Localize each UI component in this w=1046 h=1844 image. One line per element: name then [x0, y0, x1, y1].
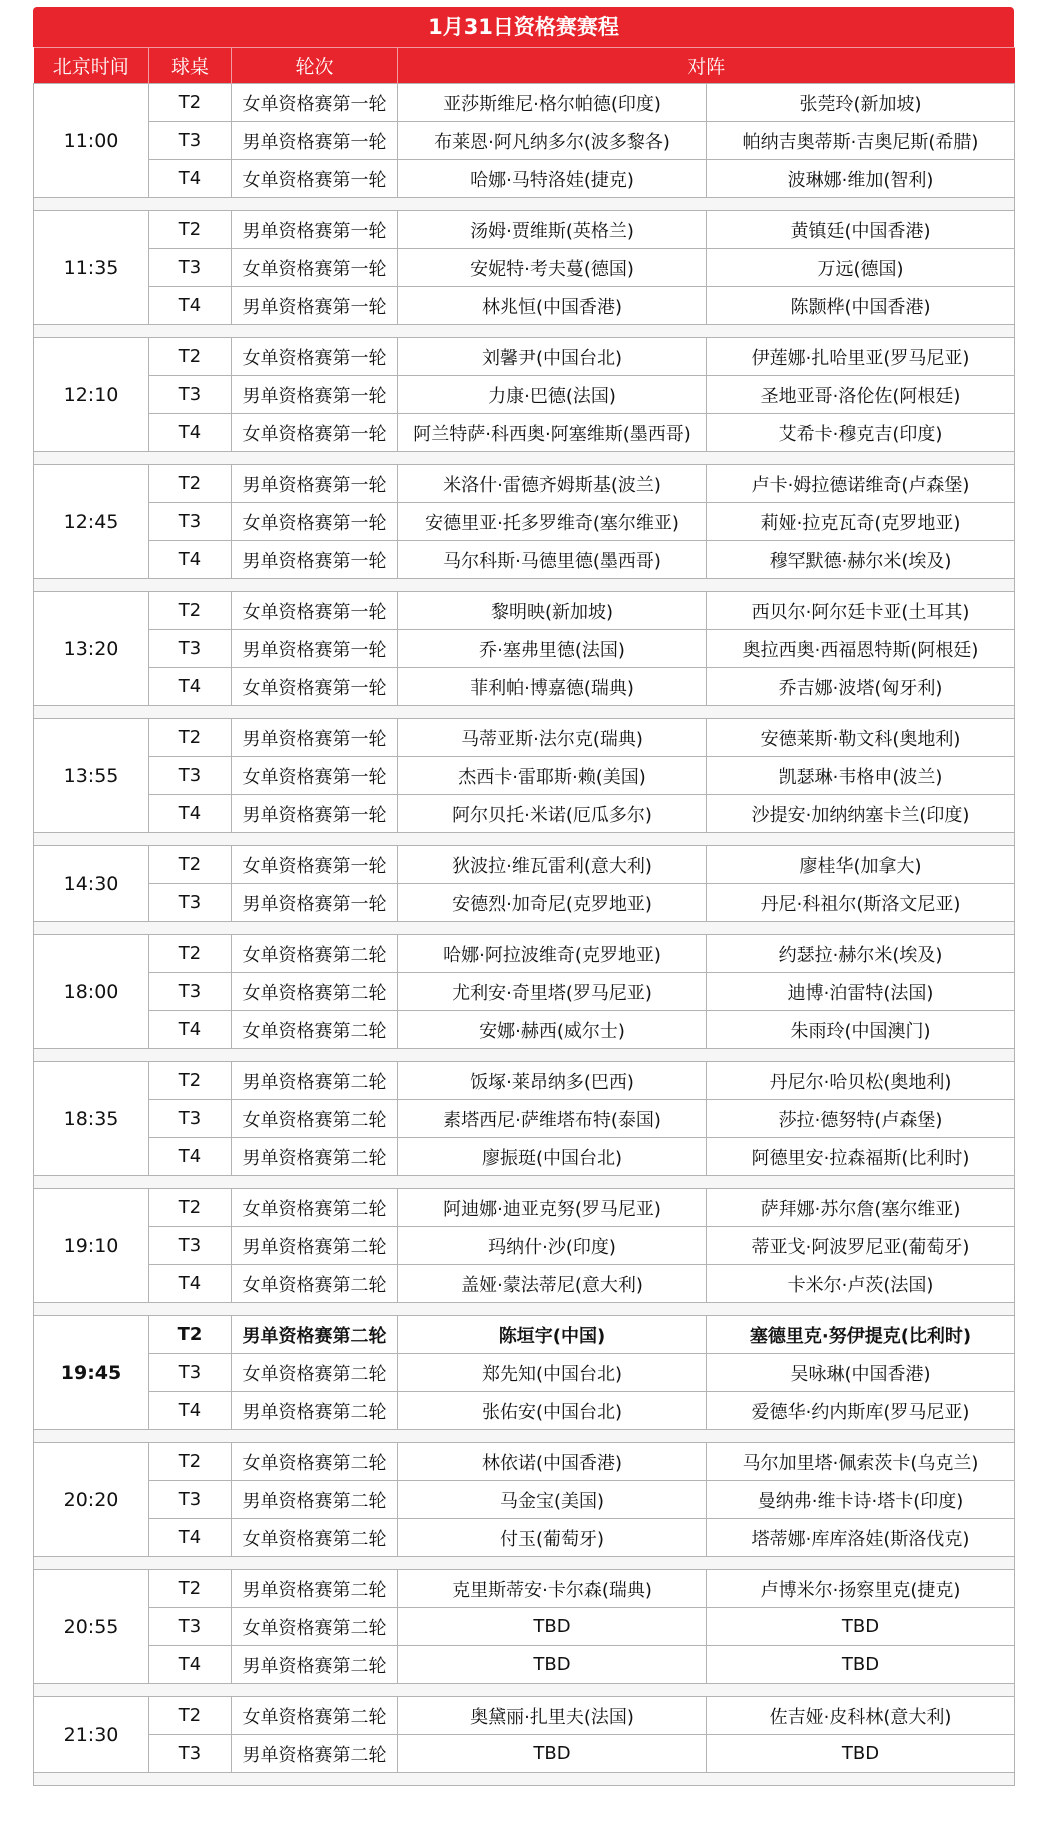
- separator-cell: [34, 1430, 1015, 1443]
- match-row: [34, 376, 1015, 414]
- table-cell: T3: [149, 757, 232, 795]
- match-row: [34, 1392, 1015, 1430]
- match-row: [34, 160, 1015, 198]
- player-a-cell: 林依诺(中国香港): [398, 1443, 707, 1481]
- table-cell: T2: [149, 1443, 232, 1481]
- match-row: [34, 1189, 1015, 1227]
- match-row: [34, 668, 1015, 706]
- player-b-cell: 西贝尔·阿尔廷卡亚(土耳其): [707, 592, 1015, 630]
- table-cell: T3: [149, 1608, 232, 1646]
- player-a-cell: 阿尔贝托·米诺(厄瓜多尔): [398, 795, 707, 833]
- player-a-cell: 狄波拉·维瓦雷利(意大利): [398, 846, 707, 884]
- round-cell: 女单资格赛第二轮: [232, 1608, 398, 1646]
- separator-cell: [34, 198, 1015, 211]
- round-cell: 男单资格赛第一轮: [232, 719, 398, 757]
- player-a-cell: 乔·塞弗里德(法国): [398, 630, 707, 668]
- player-a-cell: 饭塚·莱昂纳多(巴西): [398, 1062, 707, 1100]
- table-cell: T4: [149, 1646, 232, 1684]
- separator-cell: [34, 1176, 1015, 1189]
- slot-separator: [34, 1049, 1015, 1062]
- match-row: [34, 211, 1015, 249]
- table-cell: T3: [149, 376, 232, 414]
- table-cell: T4: [149, 160, 232, 198]
- player-a-cell: 张佑安(中国台北): [398, 1392, 707, 1430]
- round-cell: 女单资格赛第一轮: [232, 757, 398, 795]
- slot-time: 13:55: [34, 719, 149, 833]
- slot-separator: [34, 579, 1015, 592]
- player-b-cell: 莎拉·德努特(卢森堡): [707, 1100, 1015, 1138]
- table-cell: T2: [149, 1189, 232, 1227]
- player-b-cell: 蒂亚戈·阿波罗尼亚(葡萄牙): [707, 1227, 1015, 1265]
- match-row: [34, 1227, 1015, 1265]
- player-a-cell: 付玉(葡萄牙): [398, 1519, 707, 1557]
- slot-time: 21:30: [34, 1697, 149, 1773]
- player-b-cell: 圣地亚哥·洛伦佐(阿根廷): [707, 376, 1015, 414]
- table-cell: T4: [149, 1392, 232, 1430]
- player-a-cell: 菲利帕·博嘉德(瑞典): [398, 668, 707, 706]
- player-b-cell: 黄镇廷(中国香港): [707, 211, 1015, 249]
- round-cell: 女单资格赛第二轮: [232, 1354, 398, 1392]
- match-row: [34, 1062, 1015, 1100]
- table-cell: T4: [149, 414, 232, 452]
- player-b-cell: 乔吉娜·波塔(匈牙利): [707, 668, 1015, 706]
- player-a-cell: 安德烈·加奇尼(克罗地亚): [398, 884, 707, 922]
- slot-time: 20:55: [34, 1570, 149, 1684]
- match-row: [34, 1519, 1015, 1557]
- player-b-cell: 约瑟拉·赫尔米(埃及): [707, 935, 1015, 973]
- player-b-cell: 丹尼·科祖尔(斯洛文尼亚): [707, 884, 1015, 922]
- player-b-cell: 马尔加里塔·佩索茨卡(乌克兰): [707, 1443, 1015, 1481]
- round-cell: 男单资格赛第一轮: [232, 287, 398, 325]
- player-a-cell: 安娜·赫西(威尔士): [398, 1011, 707, 1049]
- player-b-cell: 沙提安·加纳纳塞卡兰(印度): [707, 795, 1015, 833]
- round-cell: 男单资格赛第二轮: [232, 1646, 398, 1684]
- player-b-cell: 曼纳弗·维卡诗·塔卡(印度): [707, 1481, 1015, 1519]
- player-b-cell: 穆罕默德·赫尔米(埃及): [707, 541, 1015, 579]
- table-cell: T4: [149, 1265, 232, 1303]
- round-cell: 女单资格赛第二轮: [232, 1011, 398, 1049]
- round-cell: 女单资格赛第一轮: [232, 84, 398, 122]
- player-b-cell: 卡米尔·卢茨(法国): [707, 1265, 1015, 1303]
- player-a-cell: TBD: [398, 1735, 707, 1773]
- table-cell: T3: [149, 249, 232, 287]
- match-row: [34, 935, 1015, 973]
- player-a-cell: 哈娜·马特洛娃(捷克): [398, 160, 707, 198]
- slot-time: 13:20: [34, 592, 149, 706]
- separator-cell: [34, 579, 1015, 592]
- table-cell: T2: [149, 211, 232, 249]
- player-a-cell: 盖娅·蒙法蒂尼(意大利): [398, 1265, 707, 1303]
- player-b-cell: 莉娅·拉克瓦奇(克罗地亚): [707, 503, 1015, 541]
- round-cell: 女单资格赛第二轮: [232, 1519, 398, 1557]
- table-cell: T4: [149, 795, 232, 833]
- table-cell: T4: [149, 1519, 232, 1557]
- separator-cell: [34, 1773, 1015, 1786]
- table-cell: T3: [149, 122, 232, 160]
- round-cell: 女单资格赛第一轮: [232, 414, 398, 452]
- slot-separator: [34, 706, 1015, 719]
- player-a-cell: 郑先知(中国台北): [398, 1354, 707, 1392]
- player-a-cell: TBD: [398, 1646, 707, 1684]
- round-cell: 女单资格赛第二轮: [232, 1189, 398, 1227]
- slot-separator: [34, 1303, 1015, 1316]
- player-b-cell: 奥拉西奥·西福恩特斯(阿根廷): [707, 630, 1015, 668]
- round-cell: 女单资格赛第一轮: [232, 592, 398, 630]
- header-table: 球桌: [149, 48, 232, 84]
- round-cell: 男单资格赛第一轮: [232, 211, 398, 249]
- round-cell: 男单资格赛第一轮: [232, 884, 398, 922]
- table-cell: T2: [149, 846, 232, 884]
- player-a-cell: 阿兰特萨·科西奥·阿塞维斯(墨西哥): [398, 414, 707, 452]
- match-row: [34, 795, 1015, 833]
- round-cell: 男单资格赛第二轮: [232, 1138, 398, 1176]
- table-cell: T3: [149, 1100, 232, 1138]
- player-b-cell: 朱雨玲(中国澳门): [707, 1011, 1015, 1049]
- player-a-cell: 力康·巴德(法国): [398, 376, 707, 414]
- player-a-cell: TBD: [398, 1608, 707, 1646]
- slot-time: 12:10: [34, 338, 149, 452]
- player-a-cell: 杰西卡·雷耶斯·赖(美国): [398, 757, 707, 795]
- match-row: [34, 503, 1015, 541]
- match-row: [34, 592, 1015, 630]
- player-b-cell: 萨拜娜·苏尔詹(塞尔维亚): [707, 1189, 1015, 1227]
- player-b-cell: 凯瑟琳·韦格申(波兰): [707, 757, 1015, 795]
- player-a-cell: 安妮特·考夫蔓(德国): [398, 249, 707, 287]
- header-row: [34, 48, 1015, 84]
- slot-separator: [34, 325, 1015, 338]
- slot-time: 19:10: [34, 1189, 149, 1303]
- schedule-body: [34, 84, 1015, 1786]
- player-b-cell: 万远(德国): [707, 249, 1015, 287]
- table-cell: T2: [149, 1697, 232, 1735]
- match-row: [34, 1735, 1015, 1773]
- table-cell: T3: [149, 630, 232, 668]
- slot-separator: [34, 1176, 1015, 1189]
- slot-time: 18:00: [34, 935, 149, 1049]
- slot-separator: [34, 922, 1015, 935]
- round-cell: 女单资格赛第一轮: [232, 338, 398, 376]
- match-row: [34, 1481, 1015, 1519]
- round-cell: 男单资格赛第二轮: [232, 1227, 398, 1265]
- match-row: [34, 1646, 1015, 1684]
- slot-time: 11:35: [34, 211, 149, 325]
- separator-cell: [34, 1557, 1015, 1570]
- round-cell: 女单资格赛第一轮: [232, 503, 398, 541]
- player-b-cell: 阿德里安·拉森福斯(比利时): [707, 1138, 1015, 1176]
- separator-cell: [34, 922, 1015, 935]
- match-row: [34, 1570, 1015, 1608]
- match-row: [34, 541, 1015, 579]
- player-a-cell: 陈垣宇(中国): [398, 1316, 707, 1354]
- player-a-cell: 马金宝(美国): [398, 1481, 707, 1519]
- player-b-cell: 伊莲娜·扎哈里亚(罗马尼亚): [707, 338, 1015, 376]
- match-row: [34, 757, 1015, 795]
- player-a-cell: 马蒂亚斯·法尔克(瑞典): [398, 719, 707, 757]
- slot-time: 12:45: [34, 465, 149, 579]
- slot-separator: [34, 198, 1015, 211]
- round-cell: 男单资格赛第一轮: [232, 795, 398, 833]
- round-cell: 女单资格赛第一轮: [232, 160, 398, 198]
- round-cell: 女单资格赛第一轮: [232, 668, 398, 706]
- round-cell: 男单资格赛第二轮: [232, 1392, 398, 1430]
- separator-cell: [34, 1049, 1015, 1062]
- table-cell: T2: [149, 84, 232, 122]
- table-cell: T4: [149, 541, 232, 579]
- match-row: [34, 973, 1015, 1011]
- match-row: [34, 338, 1015, 376]
- player-b-cell: 帕纳吉奥蒂斯·吉奥尼斯(希腊): [707, 122, 1015, 160]
- separator-cell: [34, 325, 1015, 338]
- match-row: [34, 84, 1015, 122]
- match-row: [34, 414, 1015, 452]
- table-cell: T3: [149, 1354, 232, 1392]
- player-a-cell: 布莱恩·阿凡纳多尔(波多黎各): [398, 122, 707, 160]
- match-row: [34, 630, 1015, 668]
- table-cell: T3: [149, 503, 232, 541]
- slot-time: 19:45: [34, 1316, 149, 1430]
- table-cell: T2: [149, 465, 232, 503]
- schedule-title: 1月31日资格赛赛程: [33, 7, 1014, 47]
- round-cell: 女单资格赛第二轮: [232, 973, 398, 1011]
- slot-separator: [34, 1557, 1015, 1570]
- slot-time: 20:20: [34, 1443, 149, 1557]
- match-row: [34, 1443, 1015, 1481]
- table-cell: T4: [149, 1138, 232, 1176]
- player-a-cell: 刘馨尹(中国台北): [398, 338, 707, 376]
- slot-separator: [34, 1773, 1015, 1786]
- player-b-cell: 塔蒂娜·库库洛娃(斯洛伐克): [707, 1519, 1015, 1557]
- header-matchup: 对阵: [398, 48, 1015, 84]
- match-row: [34, 249, 1015, 287]
- match-row: [34, 1100, 1015, 1138]
- player-b-cell: TBD: [707, 1735, 1015, 1773]
- round-cell: 男单资格赛第二轮: [232, 1570, 398, 1608]
- player-a-cell: 阿迪娜·迪亚克努(罗马尼亚): [398, 1189, 707, 1227]
- match-row: [34, 1138, 1015, 1176]
- match-row: [34, 465, 1015, 503]
- round-cell: 女单资格赛第二轮: [232, 1697, 398, 1735]
- separator-cell: [34, 706, 1015, 719]
- separator-cell: [34, 452, 1015, 465]
- table-cell: T4: [149, 668, 232, 706]
- slot-time: 14:30: [34, 846, 149, 922]
- player-b-cell: 安德莱斯·勒文科(奥地利): [707, 719, 1015, 757]
- player-b-cell: TBD: [707, 1608, 1015, 1646]
- player-b-cell: 张莞玲(新加坡): [707, 84, 1015, 122]
- match-row: [34, 122, 1015, 160]
- round-cell: 男单资格赛第一轮: [232, 465, 398, 503]
- player-b-cell: 爱德华·约内斯库(罗马尼亚): [707, 1392, 1015, 1430]
- player-b-cell: 廖桂华(加拿大): [707, 846, 1015, 884]
- round-cell: 女单资格赛第二轮: [232, 1100, 398, 1138]
- schedule-table: [33, 47, 1015, 1786]
- match-row: [34, 287, 1015, 325]
- player-a-cell: 林兆恒(中国香港): [398, 287, 707, 325]
- table-cell: T3: [149, 1481, 232, 1519]
- table-cell: T3: [149, 1735, 232, 1773]
- separator-cell: [34, 1684, 1015, 1697]
- match-row: [34, 1608, 1015, 1646]
- player-a-cell: 黎明映(新加坡): [398, 592, 707, 630]
- player-b-cell: 陈颢桦(中国香港): [707, 287, 1015, 325]
- round-cell: 男单资格赛第二轮: [232, 1481, 398, 1519]
- table-cell: T4: [149, 1011, 232, 1049]
- round-cell: 女单资格赛第一轮: [232, 249, 398, 287]
- player-b-cell: 佐吉娅·皮科林(意大利): [707, 1697, 1015, 1735]
- player-b-cell: 卢卡·姆拉德诺维奇(卢森堡): [707, 465, 1015, 503]
- table-cell: T2: [149, 719, 232, 757]
- player-b-cell: 迪博·泊雷特(法国): [707, 973, 1015, 1011]
- player-b-cell: TBD: [707, 1646, 1015, 1684]
- round-cell: 男单资格赛第一轮: [232, 122, 398, 160]
- player-a-cell: 克里斯蒂安·卡尔森(瑞典): [398, 1570, 707, 1608]
- table-cell: T2: [149, 1570, 232, 1608]
- player-a-cell: 亚莎斯维尼·格尔帕德(印度): [398, 84, 707, 122]
- round-cell: 女单资格赛第二轮: [232, 935, 398, 973]
- slot-time: 11:00: [34, 84, 149, 198]
- header-time: 北京时间: [34, 48, 149, 84]
- round-cell: 男单资格赛第一轮: [232, 376, 398, 414]
- match-row: [34, 1265, 1015, 1303]
- schedule-panel: [33, 7, 1014, 1786]
- player-b-cell: 艾希卡·穆克吉(印度): [707, 414, 1015, 452]
- table-cell: T3: [149, 973, 232, 1011]
- player-b-cell: 吴咏琳(中国香港): [707, 1354, 1015, 1392]
- round-cell: 男单资格赛第一轮: [232, 630, 398, 668]
- player-b-cell: 卢博米尔·扬察里克(捷克): [707, 1570, 1015, 1608]
- match-row: [34, 1011, 1015, 1049]
- player-a-cell: 安德里亚·托多罗维奇(塞尔维亚): [398, 503, 707, 541]
- player-a-cell: 玛纳什·沙(印度): [398, 1227, 707, 1265]
- player-b-cell: 丹尼尔·哈贝松(奥地利): [707, 1062, 1015, 1100]
- table-cell: T2: [149, 1316, 232, 1354]
- slot-separator: [34, 833, 1015, 846]
- round-cell: 女单资格赛第二轮: [232, 1443, 398, 1481]
- slot-separator: [34, 452, 1015, 465]
- player-a-cell: 哈娜·阿拉波维奇(克罗地亚): [398, 935, 707, 973]
- match-row: [34, 1316, 1015, 1354]
- match-row: [34, 846, 1015, 884]
- player-a-cell: 米洛什·雷德齐姆斯基(波兰): [398, 465, 707, 503]
- table-cell: T2: [149, 935, 232, 973]
- round-cell: 男单资格赛第二轮: [232, 1062, 398, 1100]
- player-a-cell: 马尔科斯·马德里德(墨西哥): [398, 541, 707, 579]
- table-cell: T2: [149, 1062, 232, 1100]
- separator-cell: [34, 833, 1015, 846]
- player-b-cell: 波琳娜·维加(智利): [707, 160, 1015, 198]
- slot-separator: [34, 1684, 1015, 1697]
- header-round: 轮次: [232, 48, 398, 84]
- separator-cell: [34, 1303, 1015, 1316]
- round-cell: 女单资格赛第一轮: [232, 846, 398, 884]
- player-a-cell: 汤姆·贾维斯(英格兰): [398, 211, 707, 249]
- table-cell: T4: [149, 287, 232, 325]
- table-cell: T2: [149, 338, 232, 376]
- player-a-cell: 奥黛丽·扎里夫(法国): [398, 1697, 707, 1735]
- slot-separator: [34, 1430, 1015, 1443]
- round-cell: 男单资格赛第二轮: [232, 1735, 398, 1773]
- round-cell: 女单资格赛第二轮: [232, 1265, 398, 1303]
- match-row: [34, 1354, 1015, 1392]
- table-cell: T3: [149, 1227, 232, 1265]
- table-cell: T2: [149, 592, 232, 630]
- round-cell: 男单资格赛第一轮: [232, 541, 398, 579]
- player-a-cell: 尤利安·奇里塔(罗马尼亚): [398, 973, 707, 1011]
- table-cell: T3: [149, 884, 232, 922]
- match-row: [34, 1697, 1015, 1735]
- round-cell: 男单资格赛第二轮: [232, 1316, 398, 1354]
- slot-time: 18:35: [34, 1062, 149, 1176]
- player-a-cell: 廖振珽(中国台北): [398, 1138, 707, 1176]
- player-b-cell: 塞德里克·努伊提克(比利时): [707, 1316, 1015, 1354]
- match-row: [34, 884, 1015, 922]
- player-a-cell: 素塔西尼·萨维塔布特(泰国): [398, 1100, 707, 1138]
- match-row: [34, 719, 1015, 757]
